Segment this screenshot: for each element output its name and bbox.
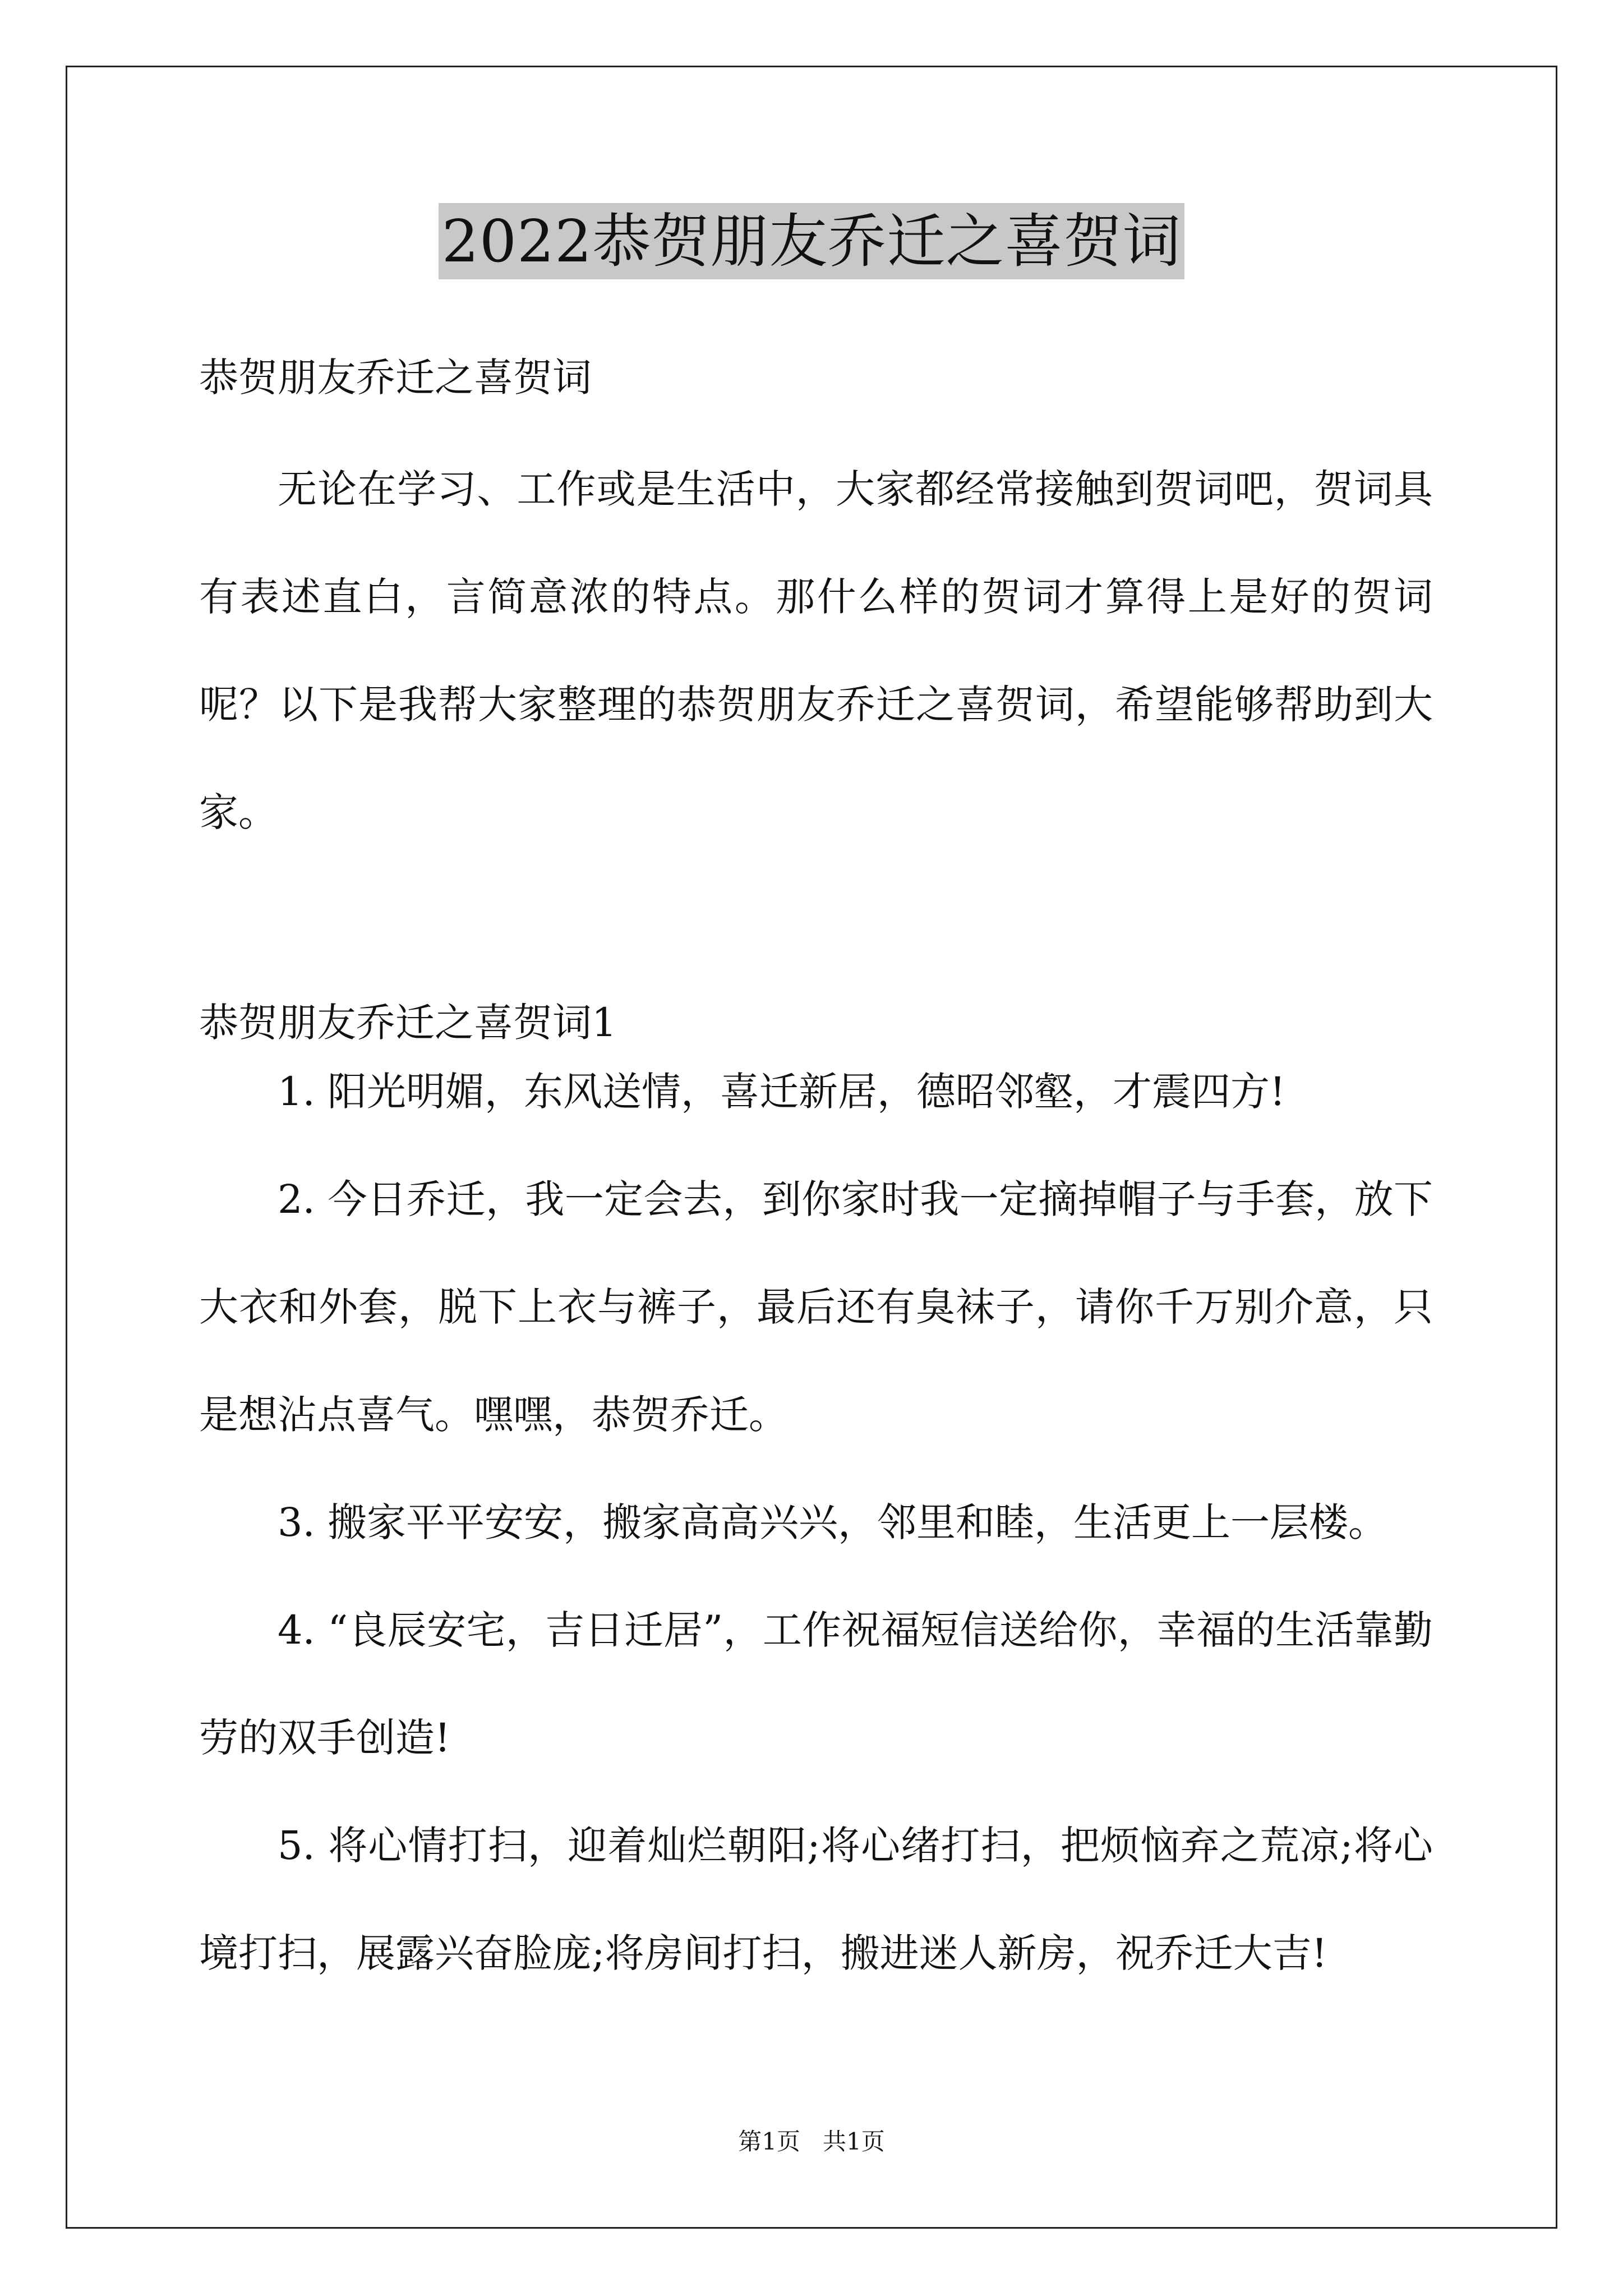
- list-item: 3. 搬家平平安安，搬家高高兴兴，邻里和睦，生活更上一层楼。: [278, 1499, 1388, 1545]
- intro-heading: 恭贺朋友乔迁之喜贺词: [199, 355, 592, 401]
- list-item: 4. “良辰安宅，吉日迁居”，工作祝福短信送给你，幸福的生活靠勤劳的双手创造!: [199, 1607, 1433, 1761]
- section-heading: 恭贺朋友乔迁之喜贺词1: [199, 1000, 617, 1046]
- intro-paragraph: 无论在学习、工作或是生活中，大家都经常接触到贺词吧，贺词具有表述直白，言简意浓的特点。那什么样的贺词才算得上是好的贺词呢？以下是我帮大家整理的恭贺朋友乔迁之喜贺词，希望能够帮助到大家。: [199, 466, 1433, 835]
- list-item: 5. 将心情打扫，迎着灿烂朝阳;将心绪打扫，把烦恼弃之荒凉;将心境打扫，展露兴奋脸庞;将房间打扫，搬进迷人新房，祝乔迁大吉!: [199, 1823, 1433, 1976]
- title-container: [0, 203, 1623, 279]
- list-item: 2. 今日乔迁，我一定会去，到你家时我一定摘掉帽子与手套，放下大衣和外套，脱下上衣与裤子，最后还有臭袜子，请你千万别介意，只是想沾点喜气。嘿嘿，恭贺乔迁。: [199, 1176, 1433, 1438]
- list-item: 1. 阳光明媚，东风送情，喜迁新居，德昭邻壑，才震四方!: [278, 1069, 1286, 1115]
- page-footer: 第1页 共1页: [738, 2128, 885, 2155]
- document-title: 2022恭贺朋友乔迁之喜贺词: [439, 203, 1185, 279]
